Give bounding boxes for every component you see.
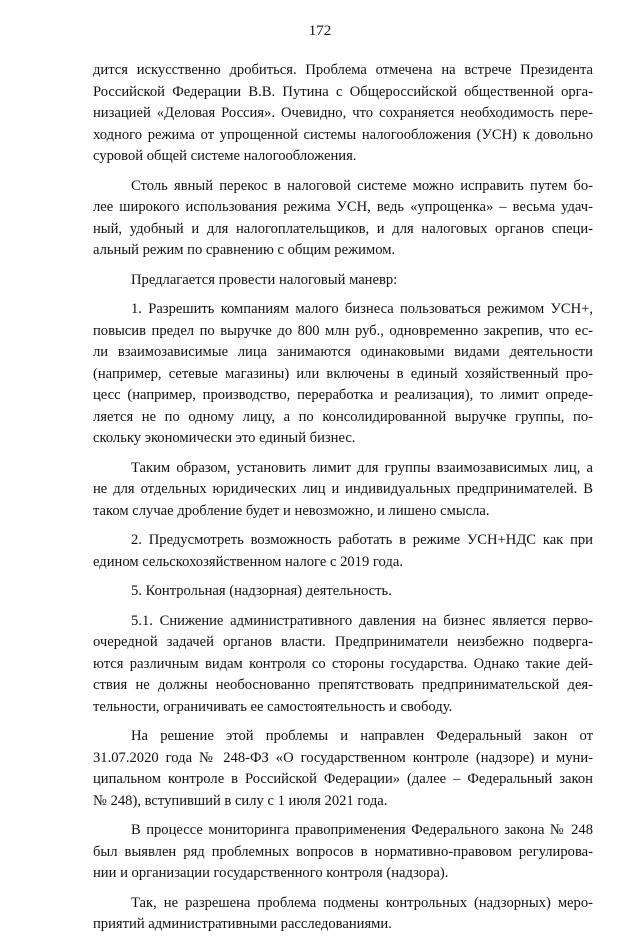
paragraph [93,176,593,262]
text-line: 31.07.2020 года № 248-ФЗ «О государственном контроле (надзоре) и муни- [93,749,593,766]
text-line: тельности, ограничивать ее самостоятельность и свободу. [93,698,453,715]
text-line: очередной задачей органов власти. Предприниматели неизбежно подверга- [93,634,593,650]
text-line: 2. Предусмотреть возможность работать в режиме УСН+НДС как при [131,532,593,548]
paragraph [93,299,593,450]
text-line: лее широкого использования режима УСН, ведь «упрощенка» – весьма удач- [93,199,593,215]
paragraph [93,726,593,812]
text-line: 1. Разрешить компаниям малого бизнеса пользоваться режимом УСН+, [131,301,593,317]
text-line: ходного режима от упрощенной системы налогообложения (УСН) к довольно [93,126,593,143]
text-line: ствия не должны необоснованно препятствовать предпринимательской дея- [93,677,593,693]
paragraph [93,893,593,936]
text-line: повысив предел по выручке до 800 млн руб., одновременно закрепив, что ес- [93,322,593,339]
text-line: Предлагается провести налоговый маневр: [131,271,398,288]
text-line: Таким образом, установить лимит для группы взаимозависимых лиц, а [131,459,593,476]
text-line: суровой общей системе налогообложения. [93,148,357,164]
text-line: низацией «Деловая Россия». Очевидно, что сохраняется необходимость пере- [93,105,593,121]
text-line: (например, сетевые магазины) или включены в единый хозяйственный про- [93,365,593,382]
text-line: не для отдельных юридических лиц и индивидуальных предпринимателей. В [93,481,593,497]
text-line: Российской Федерации В.В. Путина с Общероссийской общественной орга- [93,83,593,100]
paragraph [93,270,593,292]
text-line: Столь явный перекос в налоговой системе можно исправить путем бо- [131,177,593,194]
text-line: таком случае дробление будет и невозможно, и лишено смысла. [93,502,490,519]
text-line: 5. Контрольная (надзорная) деятельность. [131,583,392,599]
text-line: альный режим по сравнению с общим режимом. [93,242,396,258]
paragraph [93,581,593,603]
text-line: дится искусственно дробиться. Проблема отмечена на встрече Президента [93,62,593,78]
text-line: 5.1. Снижение административного давления на бизнес является перво- [131,612,593,629]
text-line: ются различным видам контроля со стороны государства. Однако такие дей- [93,655,593,672]
page-number: 172 [308,23,332,39]
paragraph [93,820,593,885]
page-body [93,60,593,944]
text-line: Так, не разрешена проблема подмены контрольных (надзорных) меро- [131,894,593,911]
text-line: На решение этой проблемы и направлен Федеральный закон от [131,728,593,744]
text-line: скольку экономически это единый бизнес. [93,430,356,446]
paragraph [93,458,593,523]
paragraph [93,611,593,719]
text-line: нии и организации государственного контроля (надзора). [93,865,449,881]
text-line: едином сельскохозяйственном налоге с 2019 года. [93,553,403,570]
text-line: приятий административными расследованиями. [93,916,392,932]
text-line: ли взаимозависимые лица занимаются одинаковыми видами деятельности [93,344,593,360]
text-line: цесс (например, производство, переработка и реализация), то лимит опреде- [93,387,593,403]
paragraph [93,530,593,573]
text-line: В процессе мониторинга правоприменения Федерального закона № 248 [131,822,593,838]
paragraph [93,60,593,168]
text-line: ляется не по одному лицу, а по консолидированной выручке группы, по- [93,408,593,425]
text-line: ный, удобный и для налогоплательщиков, и для налоговых органов специ- [93,220,593,237]
text-line: № 248), вступивший в силу с 1 июля 2021 года. [93,792,388,809]
text-line: ципальном контроле в Российской Федерации» (далее – Федеральный закон [93,771,593,787]
text-line: был выявлен ряд проблемных вопросов в нормативно-правовом регулирова- [93,843,593,860]
